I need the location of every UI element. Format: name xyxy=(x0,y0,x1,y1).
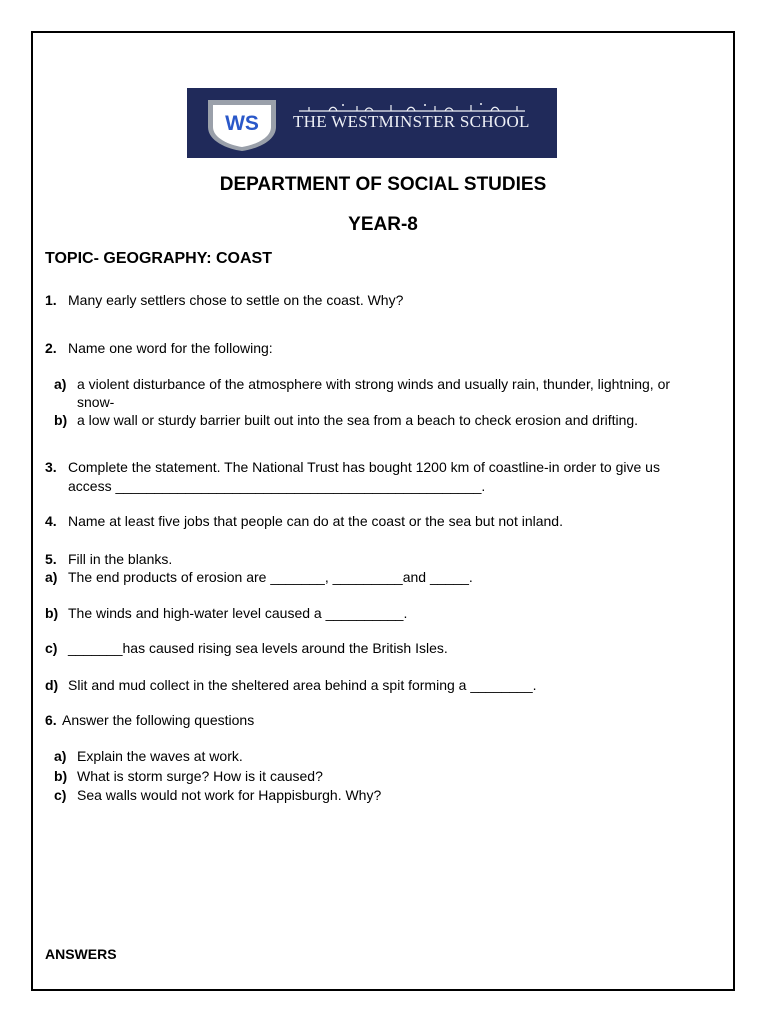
shield-icon xyxy=(205,97,279,152)
question-5b-label: b) xyxy=(45,605,59,621)
question-6c-label: c) xyxy=(54,787,67,803)
question-2-number: 2. xyxy=(45,340,57,356)
question-2b-text: a low wall or sturdy barrier built out into the sea from a beach to check erosion and drifting. xyxy=(77,412,639,428)
year-title: YEAR-8 xyxy=(348,214,418,235)
question-6b-label: b) xyxy=(54,768,68,784)
question-3-text: Complete the statement. The National Trust has bought 1200 km of coastline-in order to give us xyxy=(68,459,660,475)
question-1-text: Many early settlers chose to settle on the coast. Why? xyxy=(68,292,404,308)
question-5c-label: c) xyxy=(45,640,58,656)
question-5-number: 5. xyxy=(45,551,57,567)
school-name: THE WESTMINSTER SCHOOL xyxy=(293,112,530,131)
question-4-text: Name at least five jobs that people can do at the coast or the sea but not inland. xyxy=(68,513,563,529)
question-5a-label: a) xyxy=(45,569,58,585)
question-6a-label: a) xyxy=(54,748,67,764)
question-6-number: 6. xyxy=(45,712,57,728)
question-6-text: Answer the following questions xyxy=(62,712,255,728)
question-5c-text: _______has caused rising sea levels around the British Isles. xyxy=(68,640,448,656)
question-5a-text: The end products of erosion are _______, _________and _____. xyxy=(68,569,473,585)
question-3-number: 3. xyxy=(45,459,57,475)
question-2a-text: a violent disturbance of the atmosphere with strong winds and usually rain, thunder, lightning, or xyxy=(77,376,671,392)
school-logo xyxy=(187,88,557,158)
question-2a-label: a) xyxy=(54,376,67,392)
question-2a-text-continued: snow- xyxy=(77,394,115,410)
question-6c-text: Sea walls would not work for Happisburgh. Why? xyxy=(77,787,382,803)
question-4-number: 4. xyxy=(45,513,57,529)
question-2b-label: b) xyxy=(54,412,68,428)
answers-heading: ANSWERS xyxy=(45,946,117,962)
question-5b-text: The winds and high-water level caused a __________. xyxy=(68,605,408,621)
question-6a-text: Explain the waves at work. xyxy=(77,748,243,764)
question-6b-text: What is storm surge? How is it caused? xyxy=(77,768,323,784)
question-3-text-continued: access _______________________________________________. xyxy=(68,478,486,494)
logo-letters: WS xyxy=(225,112,259,135)
question-5-text: Fill in the blanks. xyxy=(68,551,173,567)
topic-title: TOPIC- GEOGRAPHY: COAST xyxy=(45,250,272,267)
question-1-number: 1. xyxy=(45,292,57,308)
question-5d-label: d) xyxy=(45,677,59,693)
question-5d-text: Slit and mud collect in the sheltered area behind a spit forming a ________. xyxy=(68,677,537,693)
question-2-text: Name one word for the following: xyxy=(68,340,273,356)
department-title: DEPARTMENT OF SOCIAL STUDIES xyxy=(219,174,547,195)
